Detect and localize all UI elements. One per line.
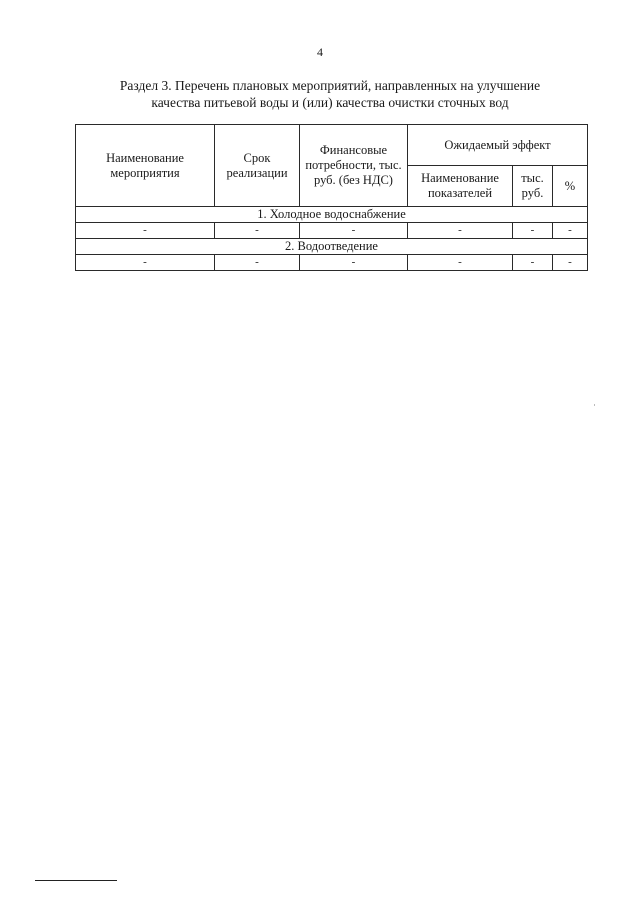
table-cell: -	[76, 223, 215, 239]
scan-speck	[594, 404, 595, 406]
table-cell: -	[408, 255, 513, 271]
header-term: Срок реализации	[215, 125, 300, 207]
table-cell: -	[513, 255, 553, 271]
page-number: 4	[317, 45, 323, 59]
header-percent: %	[553, 166, 588, 207]
table-cell: -	[76, 255, 215, 271]
table-row	[76, 207, 588, 223]
header-indicators: Наименование показателей	[408, 166, 513, 207]
table-cell: -	[553, 223, 588, 239]
section-title-line-1: Раздел 3. Перечень плановых мероприятий, направленных на улучшение	[119, 78, 541, 93]
header-expected-effect: Ожидаемый эффект	[408, 125, 588, 166]
footer-rule	[35, 880, 117, 881]
header-measure-name: Наименование мероприятия	[76, 125, 215, 207]
planned-measures-table	[75, 124, 588, 271]
table-cell: -	[300, 223, 408, 239]
table-cell: -	[300, 255, 408, 271]
table-cell: -	[513, 223, 553, 239]
header-finance: Финансовые потребности, тыс. руб. (без НДС)	[300, 125, 408, 207]
table-row	[76, 223, 588, 239]
section-title	[75, 77, 585, 111]
section-wastewater-title: 2. Водоотведение	[76, 239, 588, 255]
table-cell: -	[408, 223, 513, 239]
section-cold-water-title: 1. Холодное водоснабжение	[76, 207, 588, 223]
header-thousand-rub: тыс. руб.	[513, 166, 553, 207]
table-row	[76, 239, 588, 255]
section-title-line-2: качества питьевой воды и (или) качества очистки сточных вод	[151, 95, 509, 110]
table-row	[76, 255, 588, 271]
table-cell: -	[215, 223, 300, 239]
table-cell: -	[215, 255, 300, 271]
table-cell: -	[553, 255, 588, 271]
